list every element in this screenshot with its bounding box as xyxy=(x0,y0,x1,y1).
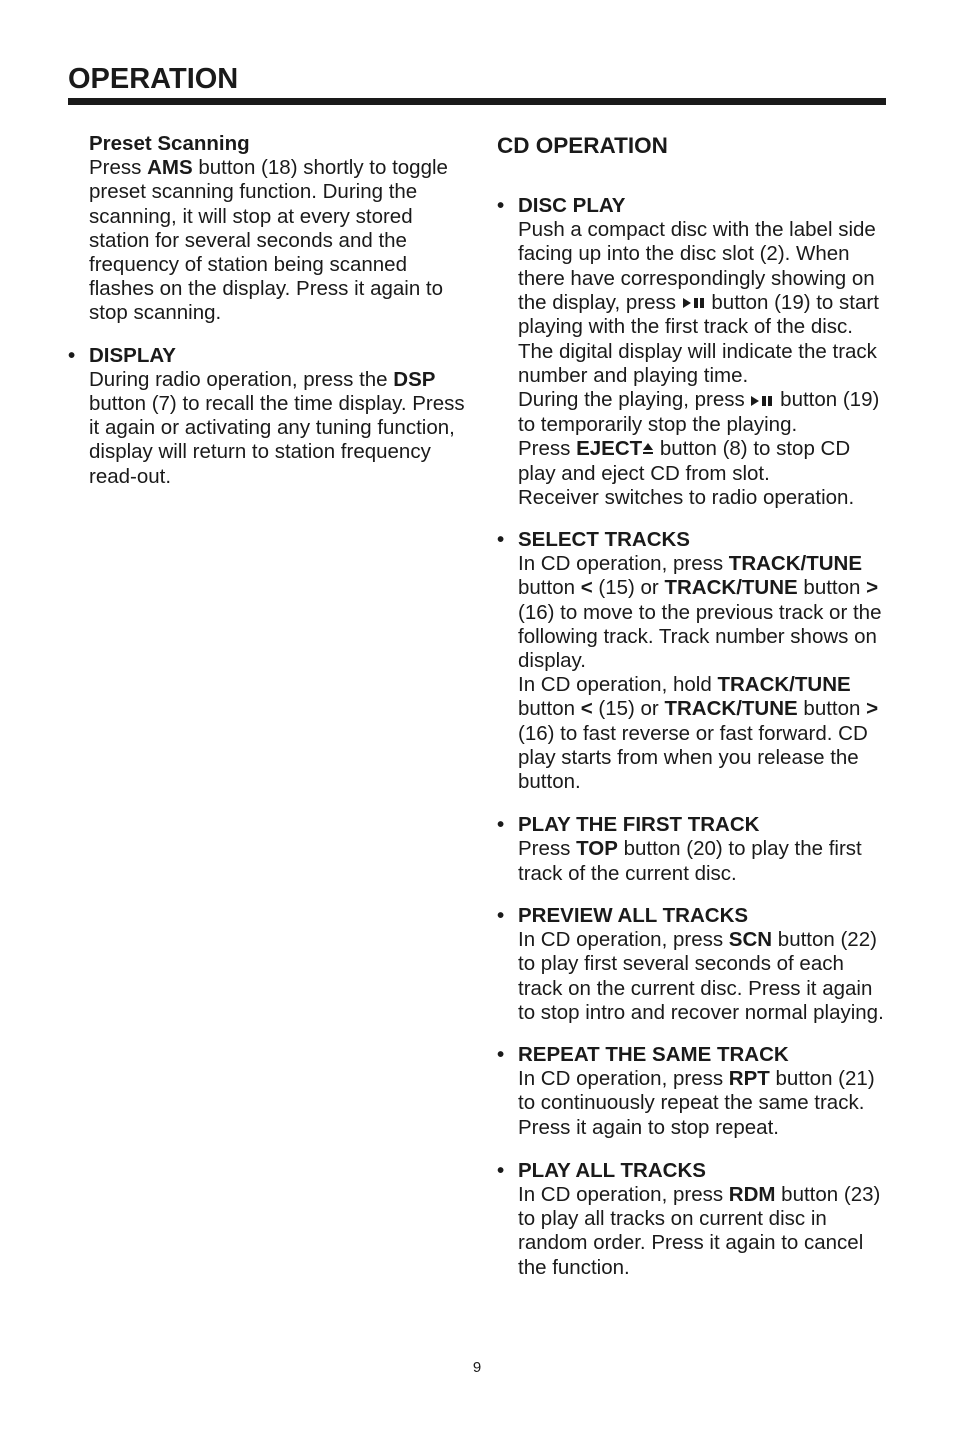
play-all-text xyxy=(518,1183,892,1280)
disc-play-radio-text: Receiver switches to radio operation. xyxy=(518,485,855,509)
text-run: During the playing, press xyxy=(518,388,751,412)
left-arrow-key: < xyxy=(580,697,593,721)
top-key: TOP xyxy=(576,837,618,861)
right-arrow-key: > xyxy=(866,576,879,600)
eject-key: EJECT xyxy=(576,436,643,460)
first-track-section xyxy=(497,813,892,886)
text-run: During radio operation, press the xyxy=(89,367,394,391)
text-run: button xyxy=(518,697,581,721)
text-run: button (18) shortly to toggle preset scanning function. During the scanning, it will stop at every stored station for several seconds and the frequency of station being scanned flashes on the display. Press it again to stop scanning. xyxy=(89,156,448,325)
cd-operation-title: CD OPERATION xyxy=(497,133,668,158)
bullet: • xyxy=(497,903,505,927)
text-run: button xyxy=(797,697,867,721)
disc-play-section xyxy=(497,194,892,510)
select-tracks-hold-text xyxy=(518,673,892,794)
text-run: (16) to move to the previous track or the following track. Track number shows on display. xyxy=(518,600,882,673)
eject-icon xyxy=(642,437,654,461)
play-pause-icon xyxy=(682,291,706,315)
dsp-key: DSP xyxy=(393,367,436,391)
text-run: Push a compact disc with the label side facing up into the disc slot (2). When there have correspondingly showing on the display, press xyxy=(518,218,876,314)
preset-scanning-text xyxy=(89,156,468,325)
first-track-text xyxy=(518,837,892,885)
display-heading: DISPLAY xyxy=(89,343,176,367)
repeat-section xyxy=(497,1043,892,1140)
text-run: button (19) to start playing with the first track of the disc. The digital display will indicate the track number and playing time. xyxy=(518,290,879,387)
text-run: (16) to fast reverse or fast forward. CD play starts from when you release the button. xyxy=(518,721,868,794)
display-section xyxy=(68,344,468,489)
text-run: button (19) to temporarily stop the playing. xyxy=(518,388,880,436)
text-run: button (22) to play first several seconds of each track on the current disc. Press it again to stop intro and recover normal playing. xyxy=(518,928,884,1024)
bullet: • xyxy=(497,528,505,552)
display-text xyxy=(89,368,468,489)
right-arrow-key: > xyxy=(866,697,879,721)
preset-scanning-section xyxy=(68,132,468,326)
play-all-section xyxy=(497,1159,892,1280)
preview-heading: PREVIEW ALL TRACKS xyxy=(518,903,749,927)
track-tune-key: TRACK/TUNE xyxy=(728,552,863,576)
bullet: • xyxy=(497,1158,505,1182)
preview-section xyxy=(497,904,892,1025)
disc-play-eject-text xyxy=(518,437,892,486)
track-tune-key: TRACK/TUNE xyxy=(664,576,798,600)
text-run: (15) or xyxy=(592,697,665,721)
text-run: In CD operation, press xyxy=(518,928,729,952)
ams-key: AMS xyxy=(147,156,193,180)
first-track-heading: PLAY THE FIRST TRACK xyxy=(518,813,760,837)
text-run: button xyxy=(518,576,581,600)
select-tracks-section xyxy=(497,528,892,794)
left-column xyxy=(68,132,468,489)
bullet: • xyxy=(497,194,505,217)
text-run: In CD operation, hold xyxy=(518,673,718,697)
text-run: button (23) to play all tracks on current disc in random order. Press it again to cancel the function. xyxy=(518,1182,881,1279)
text-run: In CD operation, press xyxy=(518,1067,729,1091)
text-run: button (20) to play the first track of the current disc. xyxy=(518,837,862,885)
text-run: button (21) to continuously repeat the same track. Press it again to stop repeat. xyxy=(518,1067,875,1139)
text-run: Press xyxy=(518,436,577,460)
text-run: In CD operation, press xyxy=(518,552,729,576)
right-column xyxy=(497,132,892,1280)
play-pause-icon xyxy=(750,389,774,413)
bullet: • xyxy=(68,343,76,367)
text-run: button (7) to recall the time display. Press it again or activating any tuning function, display will return to station frequency read-out. xyxy=(89,392,465,488)
text-run: Press xyxy=(89,156,148,180)
disc-play-text xyxy=(518,218,892,388)
rpt-key: RPT xyxy=(728,1067,770,1091)
text-run: button (8) to stop CD play and eject CD from slot. xyxy=(518,436,851,485)
text-run: (15) or xyxy=(592,576,665,600)
text-run: In CD operation, press xyxy=(518,1182,729,1206)
page-number: 9 xyxy=(472,1359,482,1376)
disc-play-heading: DISC PLAY xyxy=(518,194,626,217)
disc-play-pause-text xyxy=(518,388,892,437)
preview-text xyxy=(518,928,892,1025)
text-run: Press xyxy=(518,837,577,861)
page-title: OPERATION xyxy=(68,63,239,95)
repeat-heading: REPEAT THE SAME TRACK xyxy=(518,1042,789,1066)
track-tune-key: TRACK/TUNE xyxy=(664,697,798,721)
rdm-key: RDM xyxy=(728,1182,776,1206)
play-all-heading: PLAY ALL TRACKS xyxy=(518,1158,706,1182)
title-rule xyxy=(68,98,886,105)
select-tracks-heading: SELECT TRACKS xyxy=(518,528,690,552)
select-tracks-text xyxy=(518,552,892,673)
left-arrow-key: < xyxy=(580,576,593,600)
track-tune-key: TRACK/TUNE xyxy=(717,673,851,697)
scn-key: SCN xyxy=(728,928,773,952)
preset-scanning-heading: Preset Scanning xyxy=(89,132,250,155)
bullet: • xyxy=(497,1042,505,1066)
bullet: • xyxy=(497,813,505,837)
repeat-text xyxy=(518,1067,892,1140)
text-run: button xyxy=(797,576,867,600)
